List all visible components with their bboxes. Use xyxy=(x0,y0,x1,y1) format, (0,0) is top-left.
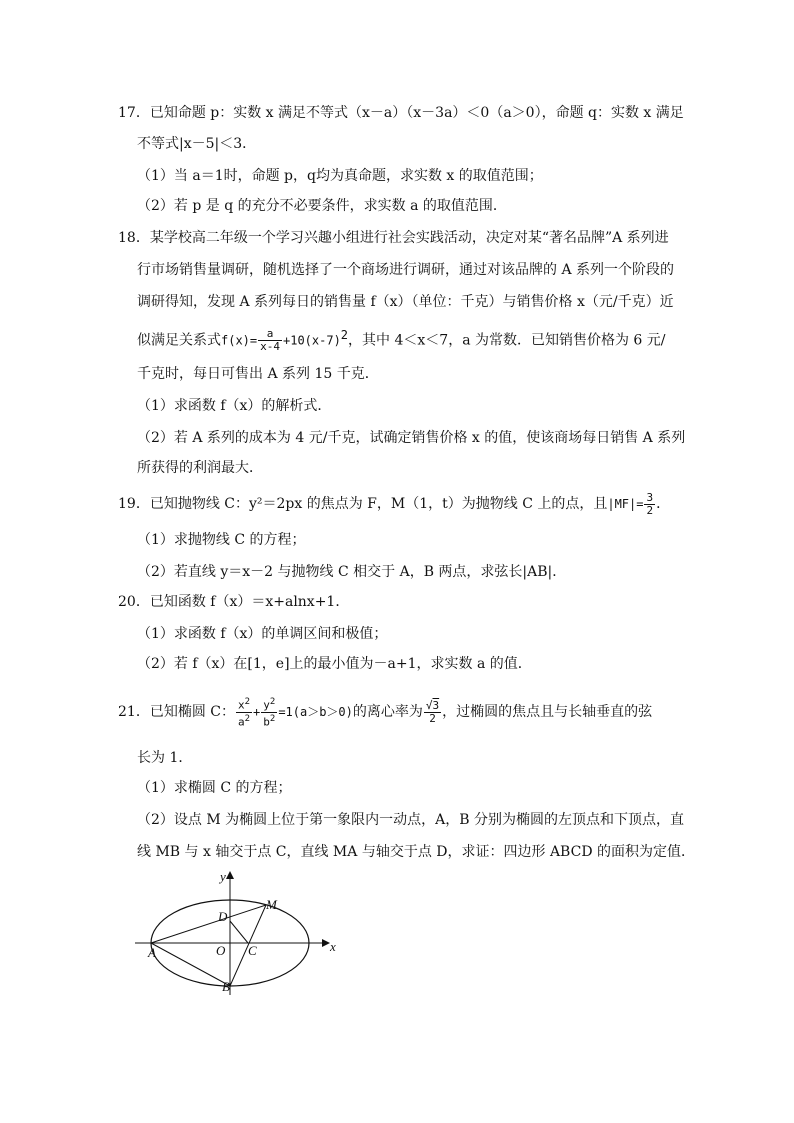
q18-line4 xyxy=(137,322,666,354)
q21-ecc-den: 2 xyxy=(429,711,436,725)
q21-frac-y xyxy=(261,696,277,728)
label-y: y xyxy=(220,869,226,884)
q21-sub2-l1: （2）设点 M 为椭圆上位于第一象限内一动点，A，B 分别为椭圆的左顶点和下顶点，直 xyxy=(137,812,684,828)
q19-line1-post: ． xyxy=(656,496,671,512)
segment-DC xyxy=(230,921,248,943)
q21-sub2-l2: 线 MB 与 x 轴交于点 C，直线 MA 与轴交于点 D，求证：四边形 ABCD 的面积为定值． xyxy=(137,844,695,860)
y-axis-arrow xyxy=(226,871,234,879)
ellipse-figure xyxy=(130,865,350,1000)
q18-line1: 18．某学校高二年级一个学习兴趣小组进行社会实践活动，决定对某“著名品牌”A 系列进 xyxy=(118,230,669,246)
q18-sub2-l1: （2）若 A 系列的成本为 4 元/千克，试确定销售价格 x 的值，使该商场每日销售 A 系列 xyxy=(137,430,686,446)
q19-line1 xyxy=(118,490,670,518)
label-B: B xyxy=(222,979,230,994)
q19-sub1: （1）求抛物线 C 的方程； xyxy=(137,532,306,548)
q21-frac-x-den: $a^2$ xyxy=(237,713,251,729)
q21-line1: 21．已知椭圆 C： $\frac{x^2}{a^2}$ + $\frac{y^2}{b^2}$ =1(a＞b＞0)的离心率为 $\frac{√3}{2}$ ，过椭圆的焦点且与长轴垂直的弦 xyxy=(118,696,653,729)
q20-sub1: （1）求函数 f（x）的单调区间和极值； xyxy=(137,626,388,642)
q18-line2: 行市场销售量调研，随机选择了一个商场进行调研，通过对该品牌的 A 系列一个阶段的 xyxy=(137,262,675,278)
q18-line3: 调研得知，发现 A 系列每日的销售量 f（x）（单位：千克）与销售价格 x（元/千克）近 xyxy=(137,294,674,310)
q21-frac-y-den: $b^2$ xyxy=(263,713,276,729)
q17-sub2: （2）若 p 是 q 的充分不必要条件，求实数 a 的取值范围． xyxy=(137,198,507,214)
q17-line2: 不等式|x－5|＜3． xyxy=(137,136,257,152)
q18-tail: +10(x-7) xyxy=(283,333,341,348)
q20-line1: 20．已知函数 f（x）＝x+alnx+1． xyxy=(118,594,350,610)
label-A: A xyxy=(148,945,156,960)
q21-ecc-num: √3 xyxy=(425,698,440,712)
q17-line1: 17．已知命题 p：实数 x 满足不等式（x－a）（x－3a）＜0（a＞0），命题 q：实数 x 满足 xyxy=(118,105,684,121)
label-x: x xyxy=(330,939,336,954)
q18-sub1: （1）求函数 f（x）的解析式． xyxy=(137,398,332,414)
q18-fx: f(x)= xyxy=(221,333,258,348)
q19-line1-pre: 19．已知抛物线 C：y²＝2px 的焦点为 F，M（1，t）为抛物线 C 上的点，且 xyxy=(118,496,608,512)
q19-frac-den: 2 xyxy=(646,503,654,517)
q20-sub2: （2）若 f（x）在[1，e]上的最小值为－a+1，求实数 a 的值． xyxy=(137,656,532,672)
q19-sub2: （2）若直线 y＝x－2 与抛物线 C 相交于 A，B 两点，求弦长|AB|． xyxy=(137,564,567,580)
label-M: M xyxy=(266,897,277,912)
x-axis-arrow xyxy=(322,939,330,947)
q18-line4-pre: 似满足关系式 xyxy=(137,332,221,349)
q21-ecc-text: 的离心率为 xyxy=(352,704,423,720)
q21-line1-pre: 21．已知椭圆 C： xyxy=(118,704,235,720)
q19-abs: |MF|= xyxy=(607,497,644,511)
q21-eq: =1(a＞b＞0) xyxy=(278,705,353,719)
q21-line2: 长为 1． xyxy=(137,750,193,766)
q18-exp: 2 xyxy=(340,328,349,342)
q18-line4-post: ，其中 4＜x＜7，a 为常数．已知销售价格为 6 元/ xyxy=(348,332,666,349)
q19-frac-num: 3 xyxy=(646,490,654,504)
label-D: D xyxy=(218,909,228,924)
segment-AM xyxy=(151,905,266,943)
q17-sub1: （1）当 a＝1时，命题 p，q均为真命题，求实数 x 的取值范围； xyxy=(137,168,543,184)
q21-frac-x-num: $x^2$ xyxy=(237,696,251,712)
q21-ecc-fraction xyxy=(424,700,441,725)
q18-fraction xyxy=(258,328,282,353)
label-O: O xyxy=(216,943,226,958)
q18-sub2-l2: 所获得的利润最大． xyxy=(137,460,263,476)
q18-line5: 千克时，每日可售出 A 系列 15 千克． xyxy=(137,366,379,382)
q21-frac-y-num: $y^2$ xyxy=(263,696,276,712)
q21-frac-x xyxy=(236,696,252,728)
label-C: C xyxy=(248,943,257,958)
q18-frac-den: x-4 xyxy=(260,340,280,354)
q21-line1-post: ，过椭圆的焦点且与长轴垂直的弦 xyxy=(442,704,653,720)
q18-frac-num: a xyxy=(258,328,282,341)
q21-sub1: （1）求椭圆 C 的方程； xyxy=(137,780,292,796)
q19-fraction xyxy=(644,492,655,517)
